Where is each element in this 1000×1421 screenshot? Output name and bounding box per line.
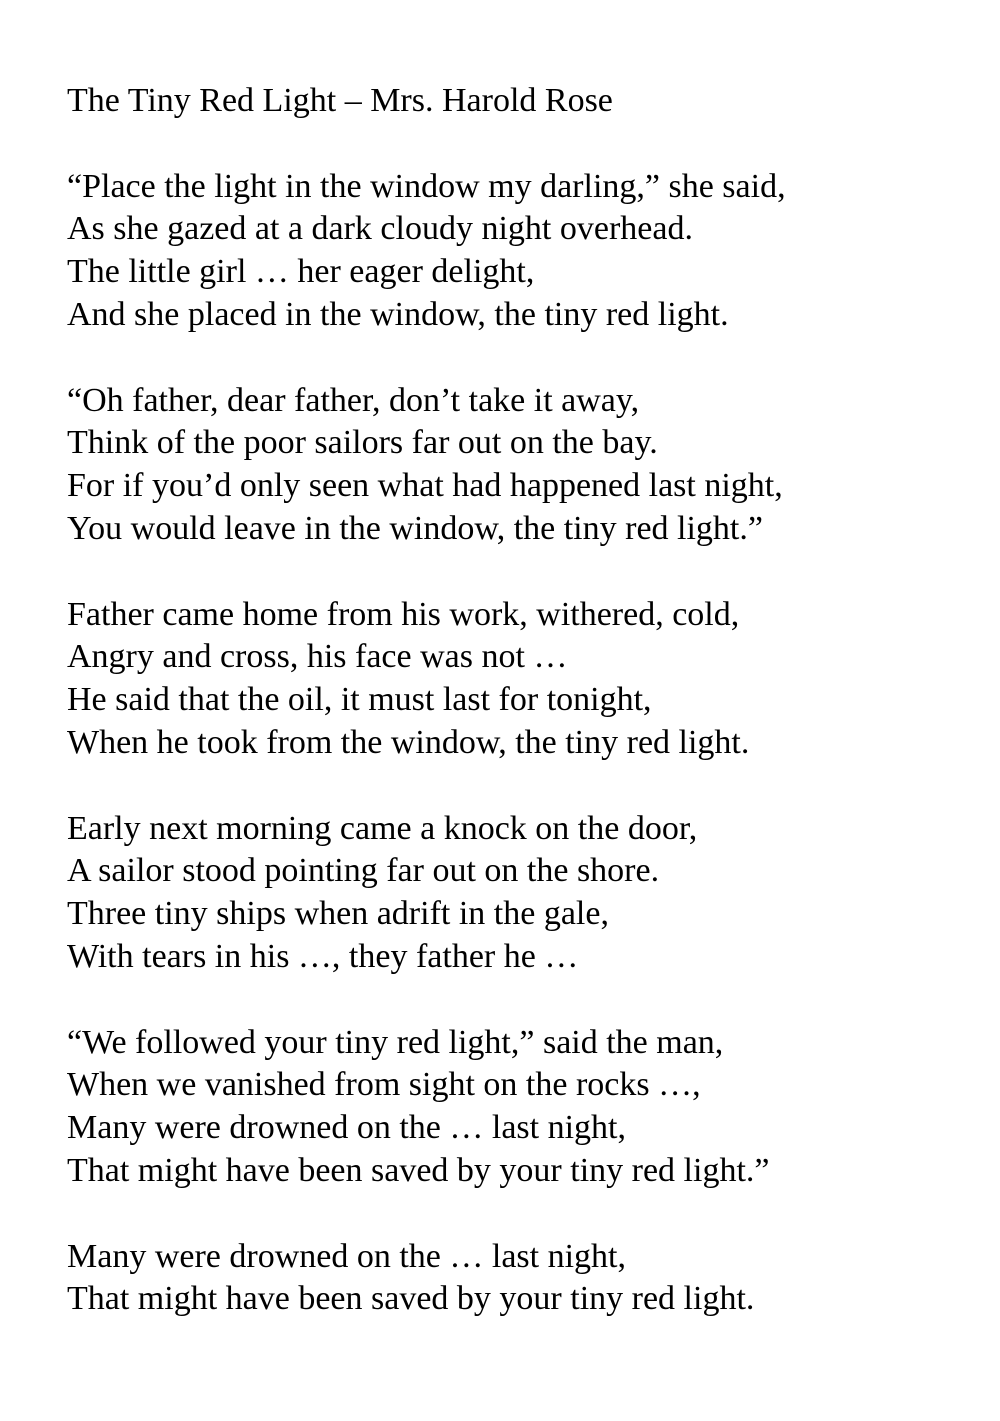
poem-line: As she gazed at a dark cloudy night overhead. — [67, 210, 693, 248]
poem-line: Early next morning came a knock on the door, — [67, 809, 698, 847]
stanza-5 — [67, 1022, 967, 1193]
poem-line: With tears in his …, they father he … — [67, 937, 579, 975]
poem-line: The little girl … her eager delight, — [67, 253, 535, 291]
poem-line: And she placed in the window, the tiny red light. — [67, 295, 729, 333]
stanza-3 — [67, 594, 967, 765]
poem-line: “We followed your tiny red light,” said the man, — [67, 1023, 724, 1061]
poem-line: Think of the poor sailors far out on the bay. — [67, 424, 658, 462]
stanza-2 — [67, 380, 967, 551]
poem-line: When he took from the window, the tiny red light. — [67, 723, 750, 761]
poem-line: Three tiny ships when adrift in the gale, — [67, 895, 609, 933]
stanza-1 — [67, 166, 967, 337]
poem-line: You would leave in the window, the tiny red light.” — [67, 509, 763, 547]
poem-line: That might have been saved by your tiny red light. — [67, 1280, 755, 1318]
poem-line: “Place the light in the window my darling,” she said, — [67, 167, 786, 205]
poem-text — [67, 80, 967, 1364]
poem-title: The Tiny Red Light – Mrs. Harold Rose — [67, 82, 613, 119]
poem-line: When we vanished from sight on the rocks …, — [67, 1066, 701, 1104]
poem-line: Father came home from his work, withered, cold, — [67, 595, 740, 633]
poem-line: Many were drowned on the … last night, — [67, 1237, 626, 1275]
poem-line: For if you’d only seen what had happened last night, — [67, 467, 783, 505]
poem-line: Angry and cross, his face was not … — [67, 638, 568, 676]
stanza-6 — [67, 1236, 967, 1322]
poem-line: That might have been saved by your tiny red light.” — [67, 1151, 770, 1189]
poem-line: Many were drowned on the … last night, — [67, 1109, 626, 1147]
stanza-4 — [67, 808, 967, 979]
poem-line: A sailor stood pointing far out on the shore. — [67, 852, 660, 890]
poem-line: He said that the oil, it must last for tonight, — [67, 681, 652, 719]
poem-line: “Oh father, dear father, don’t take it away, — [67, 381, 640, 419]
